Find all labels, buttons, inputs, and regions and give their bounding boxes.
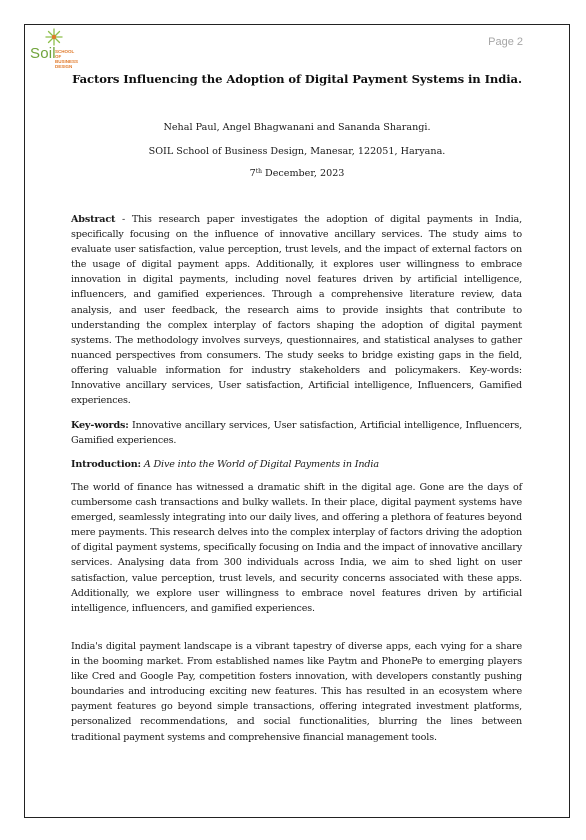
introduction-subtitle: A Dive into the World of Digital Payments in India — [143, 459, 379, 470]
logo-text: Soil — [30, 45, 56, 62]
keywords-text: Innovative ancillary services, User satisfaction, Artificial intelligence, Influencers, Gamified experiences. — [71, 420, 522, 447]
introduction-heading — [71, 457, 522, 472]
page-number: Page 2 — [488, 36, 523, 48]
publication-date — [40, 168, 554, 179]
abstract-text: - This research paper investigates the adoption of digital payments in India, specifically focusing on the influence of innovative ancillary services. The study aims to evaluate user satisfaction, value perception, trust levels, and the impact of external factors on the usage of digital payment apps. Additionally, it explores user willingness to embrace innovation in digital payments, including novel features driven by artificial intelligence, influencers, and gamified experiences. Through a comprehensive literature review, data analysis, and user feedback, the research aims to provide insights that contribute to understanding the complex interplay of factors shaping the adoption of digital payment systems. The methodology involves surveys, questionnaires, and statistical analyses to gather nuanced perspectives from consumers. The study seeks to bridge existing gaps in the field, offering valuable information for industry stakeholders and policymakers. Key-words: Innovative ancillary services, User satisfaction, Artificial intelligence, Influencers, Gamified experiences. — [71, 214, 522, 407]
introduction-paragraph-1: The world of finance has witnessed a dramatic shift in the digital age. Gone are the days of cumbersome cash transactions and bulky wallets. In their place, digital payment systems have emerged, seamlessly integrating into our daily lives, and offering a plethora of features beyond mere payments. This research delves into the complex interplay of factors driving the adoption of digital payment systems, specifically focusing on India and the impact of innovative ancillary services. Analysing data from 300 individuals across India, we aim to shed light on user satisfaction, value perception, trust levels, and security concerns associated with these apps. Additionally, we explore user willingness to embrace novel features driven by artificial intelligence, influencers, and gamified experiences. — [71, 482, 522, 614]
introduction-paragraph-2: India's digital payment landscape is a vibrant tapestry of diverse apps, each vying for a share in the booming market. From established names like Paytm and PhonePe to emerging players like Cred and Google Pay, competition fosters innovation, with developers constantly pushing boundaries and introducing exciting new features. This has resulted in an ecosystem where payment features go beyond simple transactions, offering integrated investment platforms, personalized recommendations, and social functionalities, blurring the lines between traditional payment systems and comprehensive financial management tools. — [71, 641, 522, 743]
logo-subtext: SCHOOL OF BUSINESS DESIGN — [55, 49, 79, 69]
date-suffix: th — [255, 168, 262, 175]
authors: Nehal Paul, Angel Bhagwanani and Sananda Sharangi. — [163, 122, 431, 133]
date-rest: December, 2023 — [261, 168, 345, 179]
logo — [30, 27, 90, 69]
date-day: 7 — [249, 168, 256, 179]
keywords-label: Key-words: — [71, 420, 129, 431]
logo-mark-icon — [44, 27, 64, 47]
paper-title: Factors Influencing the Adoption of Digital Payment Systems in India. — [72, 72, 522, 86]
introduction-label: Introduction: — [71, 459, 141, 470]
keywords — [71, 418, 522, 448]
abstract — [71, 212, 522, 408]
affiliation: SOIL School of Business Design, Manesar, 122051, Haryana. — [148, 146, 446, 157]
abstract-label: Abstract — [71, 214, 116, 225]
